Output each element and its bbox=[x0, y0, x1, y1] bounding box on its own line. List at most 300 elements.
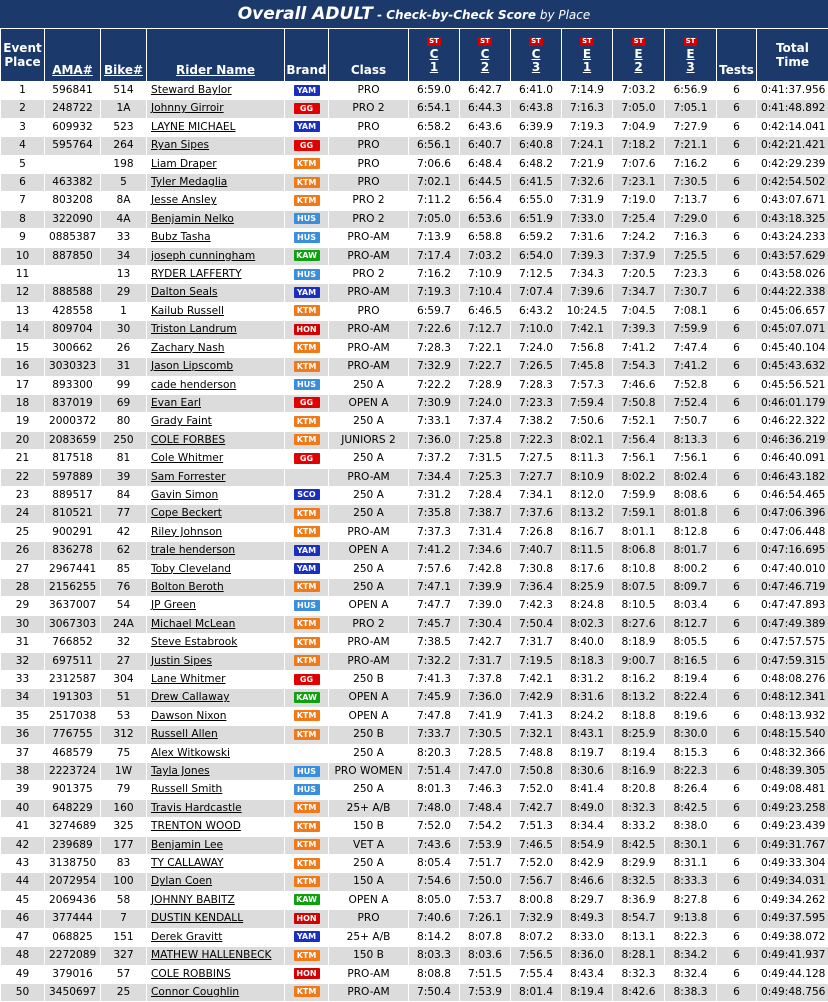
brand-badge: KTM bbox=[294, 618, 320, 629]
cell-c3: 7:26.8 bbox=[511, 523, 562, 541]
cell-rider-name[interactable]: cade henderson bbox=[147, 376, 285, 394]
cell-rider-name[interactable]: JOHNNY BABITZ bbox=[147, 891, 285, 909]
table-row bbox=[1, 82, 828, 100]
cell-e2: 8:25.9 bbox=[613, 726, 665, 744]
cell-e1: 7:34.3 bbox=[562, 266, 613, 284]
cell-rider-name[interactable]: Derek Gravitt bbox=[147, 928, 285, 946]
cell-class: 250 A bbox=[329, 781, 409, 799]
cell-rider-name[interactable]: Tyler Medaglia bbox=[147, 174, 285, 192]
brand-badge: HUS bbox=[294, 269, 320, 280]
cell-rider-name[interactable]: Lane Whitmer bbox=[147, 671, 285, 689]
cell-c2: 7:22.7 bbox=[460, 358, 511, 376]
cell-class: PRO-AM bbox=[329, 523, 409, 541]
cell-c3: 7:23.3 bbox=[511, 394, 562, 412]
cell-e2: 7:37.9 bbox=[613, 247, 665, 265]
cell-ama: 809704 bbox=[45, 321, 101, 339]
cell-place: 24 bbox=[1, 505, 45, 523]
cell-brand bbox=[285, 358, 329, 376]
table-header-row bbox=[1, 29, 828, 82]
cell-ama: 810521 bbox=[45, 505, 101, 523]
cell-rider-name[interactable]: Bolton Beroth bbox=[147, 578, 285, 596]
cell-c2: 7:36.0 bbox=[460, 689, 511, 707]
cell-class: JUNIORS 2 bbox=[329, 431, 409, 449]
cell-place: 31 bbox=[1, 634, 45, 652]
cell-rider-name[interactable]: TY CALLAWAY bbox=[147, 855, 285, 873]
cell-place: 50 bbox=[1, 983, 45, 1001]
cell-brand bbox=[285, 523, 329, 541]
cell-rider-name[interactable]: Dawson Nixon bbox=[147, 707, 285, 725]
cell-e1: 7:56.8 bbox=[562, 339, 613, 357]
cell-c2: 7:51.5 bbox=[460, 965, 511, 983]
cell-e2: 8:42.5 bbox=[613, 836, 665, 854]
cell-e1: 8:31.2 bbox=[562, 671, 613, 689]
cell-c1: 8:05.0 bbox=[409, 891, 460, 909]
cell-e3: 7:52.8 bbox=[665, 376, 717, 394]
cell-c2: 6:43.6 bbox=[460, 118, 511, 136]
cell-bike: 58 bbox=[101, 891, 147, 909]
cell-bike: 4A bbox=[101, 210, 147, 228]
cell-e2: 7:46.6 bbox=[613, 376, 665, 394]
brand-badge: KTM bbox=[294, 581, 320, 592]
cell-c2: 7:54.2 bbox=[460, 818, 511, 836]
brand-badge: GG bbox=[294, 674, 320, 685]
cell-brand bbox=[285, 505, 329, 523]
cell-ama: 248722 bbox=[45, 100, 101, 118]
cell-c1: 7:41.2 bbox=[409, 542, 460, 560]
cell-rider-name[interactable]: Russell Allen bbox=[147, 726, 285, 744]
cell-brand bbox=[285, 137, 329, 155]
cell-ama: 191303 bbox=[45, 689, 101, 707]
cell-e1: 8:11.5 bbox=[562, 542, 613, 560]
cell-rider-name[interactable]: Dylan Coen bbox=[147, 873, 285, 891]
cell-rider-name[interactable]: Benjamin Nelko bbox=[147, 210, 285, 228]
cell-total-time: 0:49:38.072 bbox=[757, 928, 828, 946]
cell-c1: 7:11.2 bbox=[409, 192, 460, 210]
cell-place: 42 bbox=[1, 836, 45, 854]
table-row bbox=[1, 855, 828, 873]
cell-rider-name[interactable]: Jesse Ansley bbox=[147, 192, 285, 210]
cell-rider-name[interactable]: Liam Draper bbox=[147, 155, 285, 173]
cell-ama: 2517038 bbox=[45, 707, 101, 725]
cell-class: PRO bbox=[329, 910, 409, 928]
cell-rider-name[interactable]: Bubz Tasha bbox=[147, 229, 285, 247]
cell-total-time: 0:41:48.892 bbox=[757, 100, 828, 118]
cell-ama: 817518 bbox=[45, 450, 101, 468]
brand-badge: KTM bbox=[294, 434, 320, 445]
cell-class: PRO bbox=[329, 302, 409, 320]
cell-place: 23 bbox=[1, 486, 45, 504]
cell-e3: 8:09.7 bbox=[665, 578, 717, 596]
cell-e3: 8:32.4 bbox=[665, 965, 717, 983]
table-row bbox=[1, 284, 828, 302]
cell-e1: 7:42.1 bbox=[562, 321, 613, 339]
table-row bbox=[1, 137, 828, 155]
cell-c3: 7:26.5 bbox=[511, 358, 562, 376]
cell-bike: 99 bbox=[101, 376, 147, 394]
cell-e1: 8:36.0 bbox=[562, 947, 613, 965]
cell-bike: 1W bbox=[101, 763, 147, 781]
cell-rider-name[interactable]: Justin Sipes bbox=[147, 652, 285, 670]
cell-c2: 7:53.9 bbox=[460, 836, 511, 854]
cell-c1: 7:41.3 bbox=[409, 671, 460, 689]
brand-badge: KAW bbox=[294, 894, 320, 905]
cell-place: 18 bbox=[1, 394, 45, 412]
cell-place: 28 bbox=[1, 578, 45, 596]
title-sub2: by Place bbox=[536, 8, 590, 22]
cell-e1: 8:24.8 bbox=[562, 597, 613, 615]
cell-tests: 6 bbox=[717, 763, 757, 781]
cell-rider-name[interactable]: DUSTIN KENDALL bbox=[147, 910, 285, 928]
cell-rider-name[interactable]: Michael McLean bbox=[147, 615, 285, 633]
cell-bike: 85 bbox=[101, 560, 147, 578]
cell-e3: 7:59.9 bbox=[665, 321, 717, 339]
cell-bike: 33 bbox=[101, 229, 147, 247]
table-row bbox=[1, 781, 828, 799]
cell-bike: 5 bbox=[101, 174, 147, 192]
cell-ama: 648229 bbox=[45, 799, 101, 817]
cell-e3: 8:27.8 bbox=[665, 891, 717, 909]
cell-rider-name[interactable]: Dalton Seals bbox=[147, 284, 285, 302]
cell-rider-name[interactable]: Toby Cleveland bbox=[147, 560, 285, 578]
cell-e2: 7:07.6 bbox=[613, 155, 665, 173]
cell-c3: 6:55.0 bbox=[511, 192, 562, 210]
cell-total-time: 0:49:08.481 bbox=[757, 781, 828, 799]
cell-total-time: 0:45:07.071 bbox=[757, 321, 828, 339]
cell-e3: 8:38.3 bbox=[665, 983, 717, 1001]
cell-rider-name[interactable]: COLE FORBES bbox=[147, 431, 285, 449]
cell-tests: 6 bbox=[717, 118, 757, 136]
cell-c3: 7:28.3 bbox=[511, 376, 562, 394]
cell-rider-name[interactable]: Zachary Nash bbox=[147, 339, 285, 357]
cell-rider-name[interactable]: Tayla Jones bbox=[147, 763, 285, 781]
cell-class: PRO-AM bbox=[329, 229, 409, 247]
cell-c2: 6:44.3 bbox=[460, 100, 511, 118]
table-row bbox=[1, 947, 828, 965]
cell-brand bbox=[285, 873, 329, 891]
cell-c1: 7:43.6 bbox=[409, 836, 460, 854]
header-ama[interactable]: AMA# bbox=[45, 29, 101, 82]
cell-rider-name[interactable]: Cope Beckert bbox=[147, 505, 285, 523]
cell-bike: 177 bbox=[101, 836, 147, 854]
cell-c2: 6:40.7 bbox=[460, 137, 511, 155]
cell-place: 3 bbox=[1, 118, 45, 136]
cell-c1: 7:22.6 bbox=[409, 321, 460, 339]
cell-e3: 7:08.1 bbox=[665, 302, 717, 320]
cell-e1: 7:16.3 bbox=[562, 100, 613, 118]
cell-tests: 6 bbox=[717, 486, 757, 504]
cell-bike: 25 bbox=[101, 983, 147, 1001]
brand-badge: GG bbox=[294, 103, 320, 114]
brand-badge: KTM bbox=[294, 637, 320, 648]
cell-e1: 8:49.0 bbox=[562, 799, 613, 817]
cell-ama: 597889 bbox=[45, 468, 101, 486]
cell-class: 150 B bbox=[329, 947, 409, 965]
cell-c1: 7:32.2 bbox=[409, 652, 460, 670]
cell-rider-name[interactable]: Steward Baylor bbox=[147, 82, 285, 100]
cell-brand bbox=[285, 247, 329, 265]
cell-rider-name[interactable]: MATHEW HALLENBECK bbox=[147, 947, 285, 965]
cell-rider-name[interactable]: Cole Whitmer bbox=[147, 450, 285, 468]
cell-class: VET A bbox=[329, 836, 409, 854]
cell-c1: 7:13.9 bbox=[409, 229, 460, 247]
cell-brand bbox=[285, 947, 329, 965]
cell-e1: 8:31.6 bbox=[562, 689, 613, 707]
cell-e3: 7:21.1 bbox=[665, 137, 717, 155]
cell-class: OPEN A bbox=[329, 891, 409, 909]
cell-e3: 9:13.8 bbox=[665, 910, 717, 928]
table-row bbox=[1, 155, 828, 173]
cell-c3: 7:24.0 bbox=[511, 339, 562, 357]
cell-e2: 7:56.4 bbox=[613, 431, 665, 449]
header-class: Class bbox=[329, 29, 409, 82]
header-check-c1[interactable]: ST C 1 bbox=[409, 29, 460, 82]
cell-rider-name[interactable]: TRENTON WOOD bbox=[147, 818, 285, 836]
cell-c3: 7:30.8 bbox=[511, 560, 562, 578]
cell-bike: 69 bbox=[101, 394, 147, 412]
table-row bbox=[1, 192, 828, 210]
cell-rider-name[interactable]: trale henderson bbox=[147, 542, 285, 560]
table-row bbox=[1, 873, 828, 891]
cell-bike: 160 bbox=[101, 799, 147, 817]
cell-c3: 7:31.7 bbox=[511, 634, 562, 652]
cell-place: 11 bbox=[1, 266, 45, 284]
cell-brand bbox=[285, 799, 329, 817]
cell-class: PRO bbox=[329, 137, 409, 155]
cell-place: 30 bbox=[1, 615, 45, 633]
brand-badge: YAM bbox=[294, 563, 320, 574]
cell-c3: 7:56.5 bbox=[511, 947, 562, 965]
cell-rider-name[interactable]: Triston Landrum bbox=[147, 321, 285, 339]
cell-tests: 6 bbox=[717, 266, 757, 284]
cell-e3: 8:16.5 bbox=[665, 652, 717, 670]
cell-e1: 7:14.9 bbox=[562, 82, 613, 100]
table-row bbox=[1, 468, 828, 486]
cell-e3: 8:00.2 bbox=[665, 560, 717, 578]
cell-c1: 8:08.8 bbox=[409, 965, 460, 983]
cell-e1: 7:32.6 bbox=[562, 174, 613, 192]
cell-tests: 6 bbox=[717, 192, 757, 210]
header-total-time: Total Time bbox=[757, 29, 828, 82]
cell-c2: 7:10.9 bbox=[460, 266, 511, 284]
cell-tests: 6 bbox=[717, 210, 757, 228]
cell-tests: 6 bbox=[717, 100, 757, 118]
table-row bbox=[1, 523, 828, 541]
cell-bike: 1A bbox=[101, 100, 147, 118]
cell-total-time: 0:48:12.341 bbox=[757, 689, 828, 707]
cell-class: PRO bbox=[329, 82, 409, 100]
cell-place: 16 bbox=[1, 358, 45, 376]
header-check-e1[interactable]: ST E 1 bbox=[562, 29, 613, 82]
cell-c1: 7:40.6 bbox=[409, 910, 460, 928]
cell-e3: 8:05.5 bbox=[665, 634, 717, 652]
results-table bbox=[0, 28, 828, 1002]
cell-e3: 8:22.3 bbox=[665, 928, 717, 946]
cell-rider-name[interactable]: Riley Johnson bbox=[147, 523, 285, 541]
cell-e1: 8:10.9 bbox=[562, 468, 613, 486]
cell-e1: 8:12.0 bbox=[562, 486, 613, 504]
cell-place: 46 bbox=[1, 910, 45, 928]
header-check-c3[interactable]: ST C 3 bbox=[511, 29, 562, 82]
cell-rider-name[interactable]: Benjamin Lee bbox=[147, 836, 285, 854]
cell-brand bbox=[285, 965, 329, 983]
cell-tests: 6 bbox=[717, 983, 757, 1001]
cell-e1: 8:42.9 bbox=[562, 855, 613, 873]
cell-class: 250 A bbox=[329, 450, 409, 468]
cell-total-time: 0:43:57.629 bbox=[757, 247, 828, 265]
cell-e1: 8:18.3 bbox=[562, 652, 613, 670]
cell-e2: 8:13.2 bbox=[613, 689, 665, 707]
cell-brand bbox=[285, 818, 329, 836]
cell-ama: 2072954 bbox=[45, 873, 101, 891]
cell-bike: 75 bbox=[101, 744, 147, 762]
cell-rider-name[interactable]: joseph cunningham bbox=[147, 247, 285, 265]
header-check-e3[interactable]: ST E 3 bbox=[665, 29, 717, 82]
cell-rider-name[interactable]: Sam Forrester bbox=[147, 468, 285, 486]
cell-tests: 6 bbox=[717, 891, 757, 909]
cell-rider-name[interactable]: Evan Earl bbox=[147, 394, 285, 412]
brand-badge: KTM bbox=[294, 729, 320, 740]
cell-tests: 6 bbox=[717, 468, 757, 486]
cell-e3: 8:01.8 bbox=[665, 505, 717, 523]
cell-bike: 32 bbox=[101, 634, 147, 652]
header-rider-name[interactable]: Rider Name bbox=[147, 29, 285, 82]
cell-bike: 62 bbox=[101, 542, 147, 560]
cell-class: PRO-AM bbox=[329, 634, 409, 652]
cell-c1: 7:17.4 bbox=[409, 247, 460, 265]
cell-place: 14 bbox=[1, 321, 45, 339]
cell-rider-name[interactable]: Gavin Simon bbox=[147, 486, 285, 504]
cell-e3: 7:27.9 bbox=[665, 118, 717, 136]
cell-e1: 7:45.8 bbox=[562, 358, 613, 376]
header-event-place[interactable]: Event Place bbox=[1, 29, 45, 82]
cell-rider-name[interactable]: RYDER LAFFERTY bbox=[147, 266, 285, 284]
cell-rider-name[interactable]: Steve Estabrook bbox=[147, 634, 285, 652]
cell-e1: 8:25.9 bbox=[562, 578, 613, 596]
cell-c1: 7:45.9 bbox=[409, 689, 460, 707]
cell-ama: 803208 bbox=[45, 192, 101, 210]
cell-total-time: 0:43:18.325 bbox=[757, 210, 828, 228]
cell-class: 25+ A/B bbox=[329, 799, 409, 817]
cell-brand bbox=[285, 118, 329, 136]
cell-e2: 8:01.1 bbox=[613, 523, 665, 541]
cell-e3: 7:56.1 bbox=[665, 450, 717, 468]
cell-c3: 7:38.2 bbox=[511, 413, 562, 431]
cell-brand bbox=[285, 763, 329, 781]
cell-class: PRO-AM bbox=[329, 247, 409, 265]
cell-bike: 79 bbox=[101, 781, 147, 799]
cell-total-time: 0:41:37.956 bbox=[757, 82, 828, 100]
cell-e2: 7:50.8 bbox=[613, 394, 665, 412]
cell-e2: 7:25.4 bbox=[613, 210, 665, 228]
cell-rider-name[interactable]: Ryan Sipes bbox=[147, 137, 285, 155]
cell-c1: 7:02.1 bbox=[409, 174, 460, 192]
cell-e3: 8:12.7 bbox=[665, 615, 717, 633]
cell-rider-name[interactable]: Johnny Girroir bbox=[147, 100, 285, 118]
cell-brand bbox=[285, 450, 329, 468]
cell-rider-name[interactable]: Connor Coughlin bbox=[147, 983, 285, 1001]
cell-c2: 7:48.4 bbox=[460, 799, 511, 817]
cell-c3: 6:43.2 bbox=[511, 302, 562, 320]
cell-tests: 6 bbox=[717, 542, 757, 560]
cell-e2: 8:20.8 bbox=[613, 781, 665, 799]
cell-c1: 7:47.8 bbox=[409, 707, 460, 725]
cell-e2: 7:23.1 bbox=[613, 174, 665, 192]
cell-c3: 7:42.3 bbox=[511, 597, 562, 615]
cell-rider-name[interactable]: Alex Witkowski bbox=[147, 744, 285, 762]
cell-c2: 7:34.6 bbox=[460, 542, 511, 560]
cell-place: 33 bbox=[1, 671, 45, 689]
cell-c3: 6:41.0 bbox=[511, 82, 562, 100]
cell-e2: 8:06.8 bbox=[613, 542, 665, 560]
cell-c2: 7:28.5 bbox=[460, 744, 511, 762]
cell-c3: 6:54.0 bbox=[511, 247, 562, 265]
header-bike[interactable]: Bike# bbox=[101, 29, 147, 82]
cell-rider-name[interactable]: Jason Lipscomb bbox=[147, 358, 285, 376]
brand-badge: KTM bbox=[294, 655, 320, 666]
cell-e1: 8:29.7 bbox=[562, 891, 613, 909]
cell-rider-name[interactable]: Drew Callaway bbox=[147, 689, 285, 707]
cell-c2: 7:10.4 bbox=[460, 284, 511, 302]
cell-c2: 6:58.8 bbox=[460, 229, 511, 247]
cell-c1: 7:33.7 bbox=[409, 726, 460, 744]
table-row bbox=[1, 394, 828, 412]
table-row bbox=[1, 431, 828, 449]
cell-c1: 7:05.0 bbox=[409, 210, 460, 228]
cell-class: 250 B bbox=[329, 671, 409, 689]
table-row bbox=[1, 983, 828, 1001]
cell-e1: 7:21.9 bbox=[562, 155, 613, 173]
cell-ama: 239689 bbox=[45, 836, 101, 854]
cell-bike: 523 bbox=[101, 118, 147, 136]
cell-rider-name[interactable]: Kailub Russell bbox=[147, 302, 285, 320]
cell-place: 4 bbox=[1, 137, 45, 155]
cell-rider-name[interactable]: LAYNE MICHAEL bbox=[147, 118, 285, 136]
cell-e2: 8:28.1 bbox=[613, 947, 665, 965]
cell-tests: 6 bbox=[717, 818, 757, 836]
cell-brand bbox=[285, 744, 329, 762]
cell-place: 22 bbox=[1, 468, 45, 486]
cell-e1: 10:24.5 bbox=[562, 302, 613, 320]
cell-ama: 3030323 bbox=[45, 358, 101, 376]
cell-rider-name[interactable]: JP Green bbox=[147, 597, 285, 615]
cell-rider-name[interactable]: Grady Faint bbox=[147, 413, 285, 431]
cell-rider-name[interactable]: Travis Hardcastle bbox=[147, 799, 285, 817]
table-row bbox=[1, 615, 828, 633]
cell-rider-name[interactable]: Russell Smith bbox=[147, 781, 285, 799]
cell-e3: 6:56.9 bbox=[665, 82, 717, 100]
cell-ama: 3274689 bbox=[45, 818, 101, 836]
cell-class: 250 A bbox=[329, 578, 409, 596]
cell-class: PRO 2 bbox=[329, 615, 409, 633]
cell-brand bbox=[285, 302, 329, 320]
cell-bike: 54 bbox=[101, 597, 147, 615]
cell-e2: 8:27.6 bbox=[613, 615, 665, 633]
cell-e1: 7:39.6 bbox=[562, 284, 613, 302]
cell-rider-name[interactable]: COLE ROBBINS bbox=[147, 965, 285, 983]
brand-badge: HUS bbox=[294, 784, 320, 795]
brand-badge: KAW bbox=[294, 250, 320, 261]
header-check-c2[interactable]: ST C 2 bbox=[460, 29, 511, 82]
cell-c1: 7:45.7 bbox=[409, 615, 460, 633]
cell-total-time: 0:48:32.366 bbox=[757, 744, 828, 762]
cell-tests: 6 bbox=[717, 928, 757, 946]
cell-c1: 7:52.0 bbox=[409, 818, 460, 836]
header-check-e2[interactable]: ST E 2 bbox=[613, 29, 665, 82]
cell-tests: 6 bbox=[717, 652, 757, 670]
cell-brand bbox=[285, 928, 329, 946]
cell-c1: 7:47.7 bbox=[409, 597, 460, 615]
cell-e1: 8:54.9 bbox=[562, 836, 613, 854]
